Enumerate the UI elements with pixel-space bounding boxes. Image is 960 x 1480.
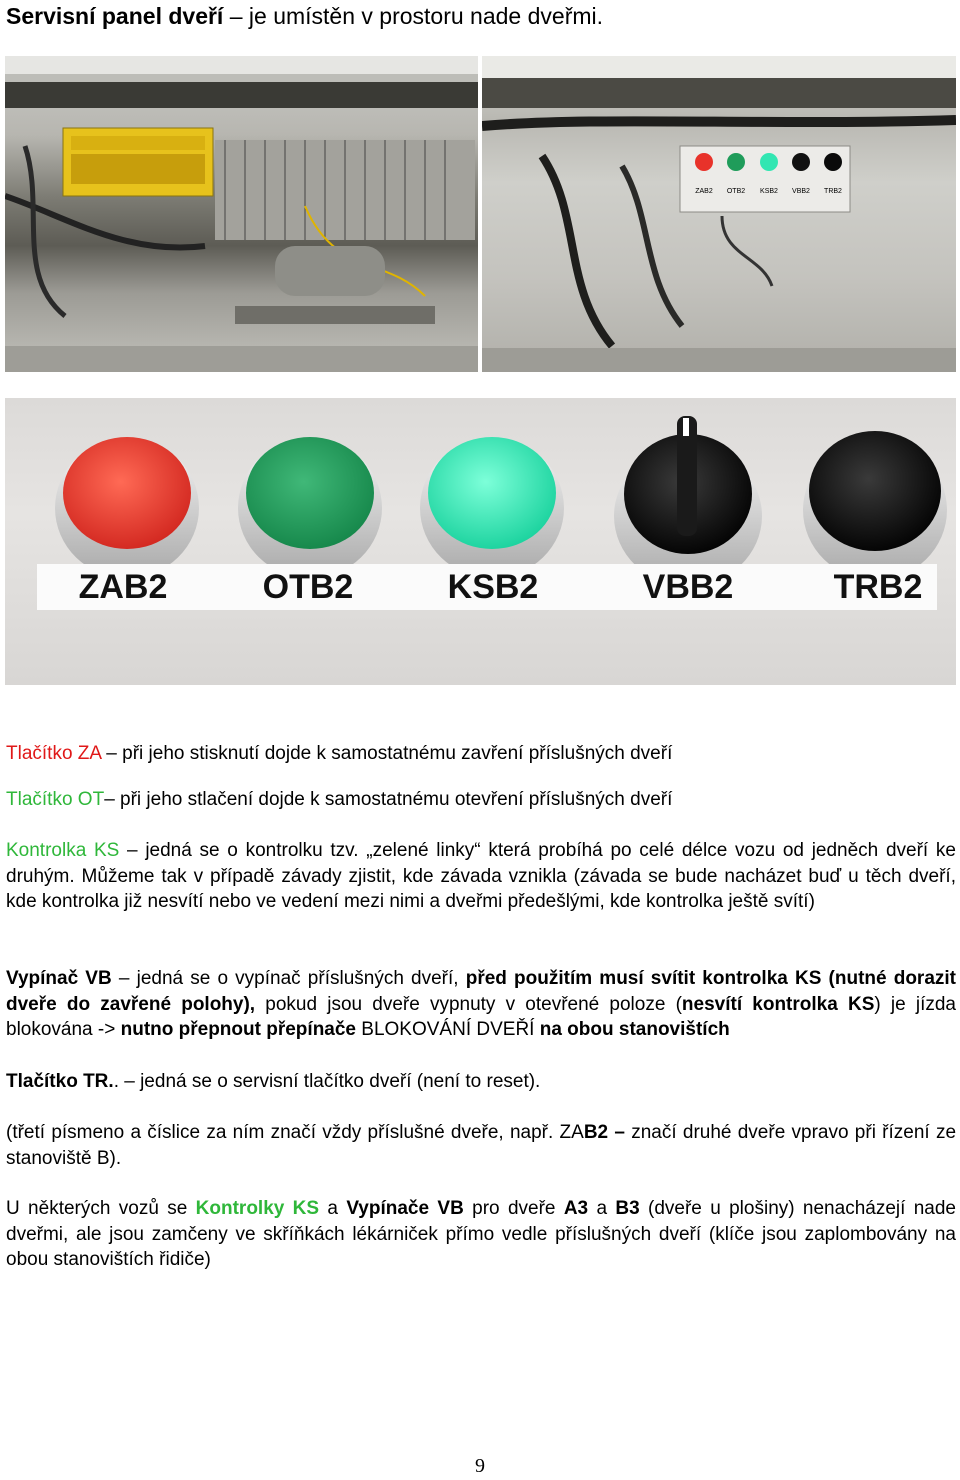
note-b1: B2 – bbox=[583, 1122, 625, 1143]
last-t3: pro dveře bbox=[463, 1198, 564, 1219]
key-ks: Kontrolka KS bbox=[6, 840, 120, 861]
para-ot bbox=[6, 787, 956, 813]
title-rest: – je umístěn v prostoru nade dveřmi. bbox=[223, 3, 604, 29]
key-za: Tlačítko ZA bbox=[6, 743, 102, 764]
last-t2: a bbox=[319, 1198, 347, 1219]
para-ks bbox=[6, 838, 956, 915]
text-ks: – jedná se o kontrolku tzv. „zelené linky“ která probíhá po celé délce vozu od jedněch dveří ke druhým. Můžeme tak v případě závady zjistit, kde závada vznikla (závada se bude nacházet buď u těch dveří, kde kontrolka již nesvítí nebo ve vedení mezi nimi a dveřmi předešlými, kde kontrolka ještě svítí) bbox=[6, 840, 956, 913]
photo-panel-closeup bbox=[5, 398, 956, 685]
vb-b2: nesvítí kontrolka KS bbox=[681, 993, 875, 1015]
key-ot: Tlačítko OT bbox=[6, 789, 105, 810]
page-title bbox=[6, 2, 603, 30]
photo-wiring-compartment bbox=[5, 56, 478, 372]
text-ot: – při jeho stlačení dojde k samostatnému otevření příslušných dveří bbox=[104, 789, 673, 810]
svg-text:KSB2: KSB2 bbox=[447, 568, 539, 606]
text-za: – při jeho stisknutí dojde k samostatnému zavření příslušných dveří bbox=[101, 743, 673, 764]
vb-t1: – jedná se o vypínač příslušných dveří, bbox=[111, 968, 466, 989]
note-t2: značí druhé dveře vpravo při řízení ze stanoviště B). bbox=[6, 1122, 957, 1169]
note-t1: (třetí písmeno a číslice za ním značí vždy příslušné dveře, např. ZA bbox=[6, 1122, 584, 1143]
svg-text:VBB2: VBB2 bbox=[642, 568, 734, 606]
last-b2: A3 bbox=[563, 1198, 589, 1219]
text-tr: . – jedná se o servisní tlačítko dveří (není to reset). bbox=[113, 1071, 541, 1092]
para-tr bbox=[6, 1069, 956, 1095]
svg-text:ZAB2: ZAB2 bbox=[695, 188, 713, 195]
vb-t3: ) je jízda blokována -> bbox=[6, 993, 956, 1041]
last-b3: B3 bbox=[615, 1198, 640, 1219]
page-number: 9 bbox=[475, 1455, 485, 1477]
svg-text:ZAB2: ZAB2 bbox=[78, 568, 168, 606]
para-last bbox=[6, 1196, 956, 1273]
svg-text:OTB2: OTB2 bbox=[262, 568, 354, 606]
last-b1: Vypínače VB bbox=[346, 1198, 464, 1219]
vb-b4: BLOKOVÁNÍ DVEŘÍ bbox=[361, 1019, 535, 1041]
svg-text:TRB2: TRB2 bbox=[833, 568, 923, 606]
photo-panel-overview bbox=[482, 56, 956, 372]
vb-b5: na obou stanovištích bbox=[534, 1019, 730, 1041]
vb-b3: nutno přepnout přepínače bbox=[120, 1019, 362, 1041]
para-za bbox=[6, 741, 956, 767]
key-tr: Tlačítko TR. bbox=[6, 1071, 114, 1092]
last-g1: Kontrolky KS bbox=[195, 1198, 320, 1219]
para-note bbox=[6, 1120, 956, 1171]
svg-text:KSB2: KSB2 bbox=[760, 188, 778, 195]
para-vb bbox=[6, 966, 956, 1043]
last-t1: U některých vozů se bbox=[6, 1198, 196, 1219]
vb-t2: pokud jsou dveře vypnuty v otevřené poloze ( bbox=[255, 993, 682, 1015]
last-t5: (dveře u plošiny) nenacházejí nade dveřmi, ale jsou zamčeny ve skříňkách lékárniček přímo vedle příslušných dveří (klíče jsou zaplombovány na obou stanovištích řidiče) bbox=[6, 1198, 957, 1271]
title-bold: Servisní panel dveří bbox=[6, 3, 224, 29]
svg-text:TRB2: TRB2 bbox=[824, 188, 842, 195]
svg-text:OTB2: OTB2 bbox=[726, 188, 746, 195]
svg-text:VBB2: VBB2 bbox=[792, 188, 810, 195]
vb-b1: před použitím musí svítit kontrolka KS (nutné dorazit dveře do zavřené polohy), bbox=[6, 968, 956, 1015]
last-t4: a bbox=[588, 1198, 616, 1219]
key-vb: Vypínač VB bbox=[6, 968, 112, 989]
